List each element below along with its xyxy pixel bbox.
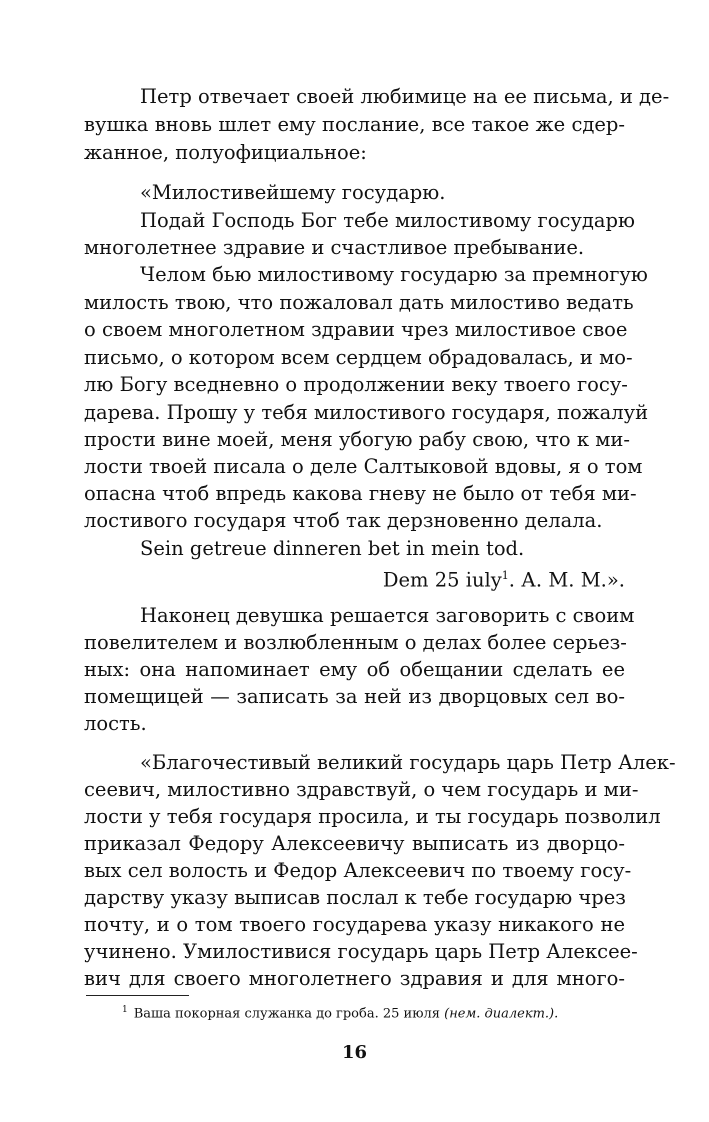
text-line: лости у тебя государя просила, и ты государь позволил (84, 805, 661, 828)
text-line: лю Богу вседневно о продолжении веку твоего госу- (84, 373, 628, 396)
signature-line (84, 563, 625, 594)
text-line: Челом бью милостивому государю за премногую (140, 263, 648, 286)
text-line: «Благочестивый великий государь царь Петр Алек- (140, 751, 676, 774)
page-number: 16 (341, 1042, 368, 1063)
footnote-reference[interactable]: 1 (501, 569, 509, 582)
text-line: приказал Федору Алексеевичу выписать из дворцо- (84, 832, 625, 855)
footnote (122, 1001, 627, 1023)
footnote-mark: 1 (122, 1005, 128, 1015)
text-line: многолетнее здравие и счастливое пребывание. (84, 236, 585, 259)
text-line: Петр отвечает своей любимице на ее письма, и де- (140, 85, 670, 108)
text-line: сеевич, милостивно здравствуй, о чем государь и ми- (84, 778, 639, 801)
text-line: ных: она напоминает ему об обещании сделать ее (84, 658, 625, 681)
text-line: жанное, полуофициальное: (84, 141, 367, 164)
text-line: вушка вновь шлет ему послание, все такое же сдер- (84, 113, 625, 136)
signature-initials: . А. М. М.». (508, 568, 625, 592)
text-line: Подай Господь Бог тебе милостивому государю (140, 209, 635, 232)
text-line: Наконец девушка решается заговорить с своим (140, 604, 635, 627)
text-line: вич для своего многолетнего здравия и для много- (84, 967, 625, 990)
text-line: учинено. Умилостивися государь царь Петр Алексее- (84, 940, 638, 963)
text-line: «Милостивейшему государю. (140, 181, 446, 204)
text-line: прости вине моей, меня убогую рабу свою, что к ми- (84, 428, 630, 451)
text-line: помещицей — записать за ней из дворцовых сел во- (84, 685, 625, 708)
footnote-divider (86, 995, 189, 996)
text-line: повелителем и возлюбленным о делах более серьез- (84, 631, 627, 654)
text-line: лости твоей писала о деле Салтыковой вдовы, я о том (84, 455, 643, 478)
text-line: о своем многолетном здравии чрез милостивое свое (84, 318, 628, 341)
text-line: дарству указу выписав послал к тебе государю чрез (84, 886, 626, 909)
text-line: вых сел волость и Федор Алексеевич по твоему госу- (84, 859, 632, 882)
text-line: опасна чтоб впредь какова гневу не было от тебя ми- (84, 482, 637, 505)
footnote-text: Ваша покорная служанка до гроба. 25 июля (133, 1006, 440, 1022)
text-line: письмо, о котором всем сердцем обрадовалась, и мо- (84, 346, 633, 369)
text-line: лостивого государя чтоб так дерзновенно делала. (84, 509, 603, 532)
text-line: Sein getreue dinneren bet in mein tod. (140, 537, 525, 560)
text-line: милость твою, что пожаловал дать милостиво ведать (84, 291, 634, 314)
text-line: дарева. Прошу у тебя милостивого государя, пожалуй (84, 401, 649, 424)
signature-date: Dem 25 iuly (382, 568, 502, 592)
footnote-note: (нем. диалект.). (444, 1006, 559, 1022)
text-line: лость. (84, 712, 147, 735)
text-line: почту, и о том твоего государева указу никакого не (84, 913, 625, 936)
